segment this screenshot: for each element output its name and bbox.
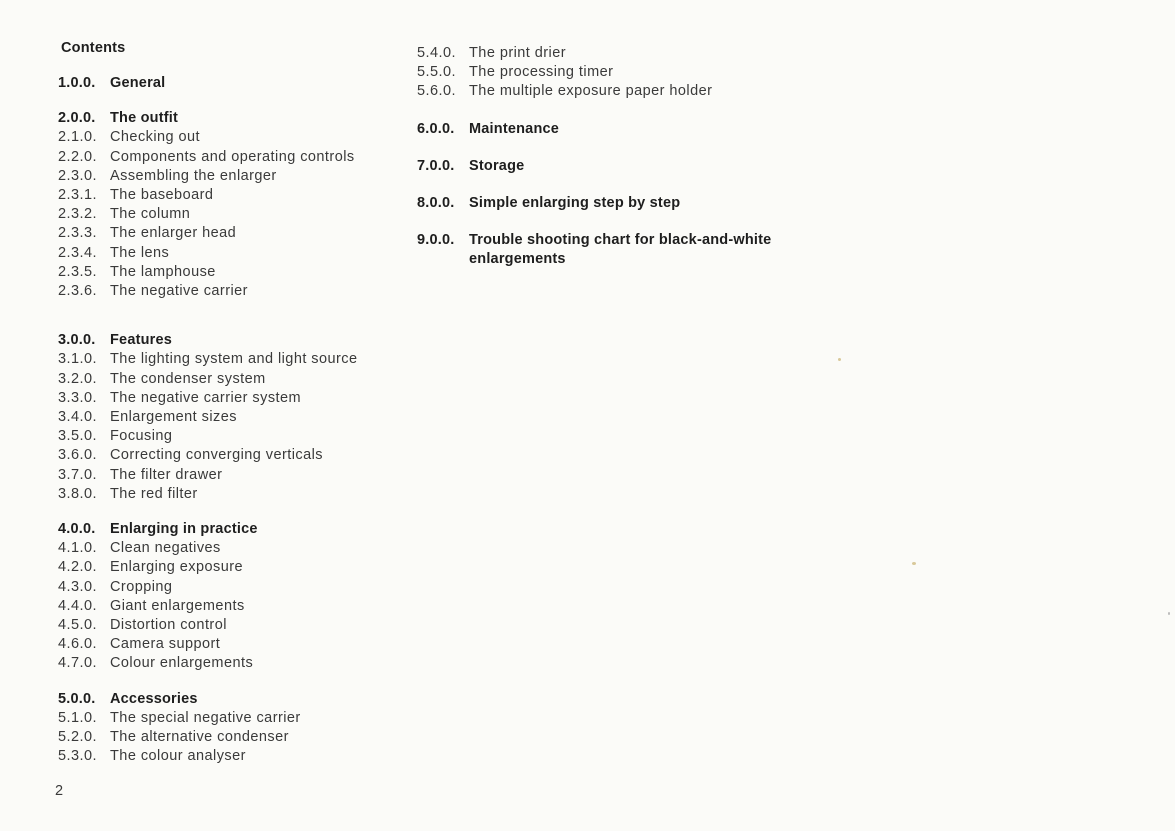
toc-entry-number: 4.1.0.	[58, 540, 97, 557]
toc-entry-title: The negative carrier	[110, 283, 248, 300]
toc-subsection-entry	[417, 44, 777, 63]
toc-section-entry	[58, 690, 418, 709]
toc-entry-title: Accessories	[110, 690, 198, 707]
toc-section-entry	[58, 109, 418, 128]
toc-section-entry	[417, 231, 777, 269]
toc-entry-title: The lens	[110, 244, 170, 261]
page-number: 2	[55, 783, 64, 799]
toc-entry-title: Storage	[469, 157, 525, 174]
toc-subsection-entry	[58, 635, 418, 654]
toc-subsection-entry	[58, 558, 418, 577]
toc-subsection-entry	[58, 370, 418, 389]
toc-entry-title: Features	[110, 332, 173, 349]
toc-entry-title: Enlarging in practice	[110, 521, 258, 538]
toc-entry-title: The outfit	[110, 110, 179, 127]
toc-entry-title: The baseboard	[110, 187, 214, 204]
toc-entry-title: The filter drawer	[110, 466, 223, 483]
toc-entry-number: 3.4.0.	[58, 409, 97, 426]
toc-section-entry	[417, 157, 777, 176]
toc-entry-number: 2.3.6.	[58, 283, 97, 300]
toc-subsection-entry	[58, 205, 418, 224]
toc-entry-title: The column	[110, 206, 191, 223]
toc-entry-title: The red filter	[110, 485, 198, 502]
toc-entry-number: 2.3.4.	[58, 244, 97, 261]
toc-entry-number: 4.5.0.	[58, 617, 97, 634]
toc-subsection-entry	[58, 167, 418, 186]
toc-subsection-entry	[58, 389, 418, 408]
toc-section-entry	[417, 120, 777, 139]
toc-entry-title: Camera support	[110, 636, 221, 653]
toc-entry-number: 5.0.0.	[58, 690, 96, 707]
toc-section-entry	[58, 74, 418, 93]
toc-entry-number: 2.3.5.	[58, 263, 97, 280]
toc-subsection-entry	[58, 263, 418, 282]
toc-entry-title: The negative carrier system	[110, 389, 302, 406]
toc-entry-number: 5.4.0.	[417, 45, 456, 61]
toc-entry-title: The colour analyser	[110, 748, 246, 765]
toc-entry-title: The lighting system and light source	[110, 351, 358, 368]
toc-entry-title: Checking out	[110, 129, 201, 146]
toc-section	[417, 194, 777, 213]
toc-entry-number: 7.0.0.	[417, 157, 455, 174]
toc-entry-number: 4.6.0.	[58, 636, 97, 653]
toc-subsection-entry	[58, 654, 418, 673]
toc-section	[58, 331, 418, 504]
toc-subsection-entry	[58, 244, 418, 263]
toc-entry-number: 5.2.0.	[58, 729, 97, 746]
toc-entry-title: Maintenance	[469, 120, 560, 137]
toc-entry-title: The processing timer	[469, 64, 614, 81]
toc-subsection-entry	[58, 408, 418, 427]
toc-subsection-entry	[58, 616, 418, 635]
toc-entry-number: 4.3.0.	[58, 578, 97, 595]
toc-subsection-entry	[58, 427, 418, 446]
toc-entry-title: Trouble shooting chart for black-and-white enlargements	[469, 232, 772, 268]
toc-entry-number: 1.0.0.	[58, 75, 96, 91]
toc-subsection-entry	[58, 148, 418, 167]
toc-entry-title: Cropping	[110, 578, 173, 595]
toc-subsection-entry	[58, 186, 418, 205]
toc-entry-number: 4.2.0.	[58, 559, 97, 576]
toc-subsection-entry	[58, 485, 418, 504]
toc-entry-number: 4.7.0.	[58, 655, 97, 672]
toc-entry-title: Focusing	[110, 428, 173, 445]
toc-entry-title: Distortion control	[110, 617, 227, 634]
toc-entry-number: 2.3.1.	[58, 187, 97, 204]
toc-entry-number: 5.1.0.	[58, 709, 97, 726]
toc-entry-number: 8.0.0.	[417, 195, 455, 212]
toc-entry-number: 2.3.3.	[58, 225, 97, 242]
toc-entry-number: 3.1.0.	[58, 351, 97, 368]
continued-subsection-list	[417, 44, 777, 102]
toc-entry-number: 2.3.0.	[58, 167, 97, 184]
toc-entry-number: 3.5.0.	[58, 428, 97, 445]
contents-left-column	[58, 40, 418, 783]
toc-entry-title: The special negative carrier	[110, 709, 301, 726]
toc-entry-number: 5.3.0.	[58, 748, 97, 765]
toc-subsection-entry	[58, 539, 418, 558]
toc-entry-title: Giant enlargements	[110, 597, 245, 614]
toc-entry-title: Simple enlarging step by step	[469, 195, 681, 212]
toc-entry-number: 3.0.0.	[58, 332, 96, 349]
toc-section-entry	[58, 520, 418, 539]
paper-speck	[838, 358, 841, 361]
toc-subsection-entry	[58, 597, 418, 616]
toc-section	[417, 157, 777, 176]
toc-subsection-entry	[58, 282, 418, 301]
toc-subsection-entry	[58, 350, 418, 369]
toc-entry-title: Enlarging exposure	[110, 559, 244, 576]
toc-entry-title: The enlarger head	[110, 225, 237, 242]
toc-entry-title: Enlargement sizes	[110, 409, 237, 426]
toc-entry-number: 5.6.0.	[417, 83, 456, 100]
toc-section	[417, 231, 777, 269]
toc-entry-number: 2.3.2.	[58, 206, 97, 223]
toc-entry-title: The alternative condenser	[110, 729, 289, 746]
toc-entry-number: 2.1.0.	[58, 129, 97, 146]
toc-section	[58, 690, 418, 767]
toc-entry-title: Correcting converging verticals	[110, 447, 324, 464]
toc-entry-title: Clean negatives	[110, 540, 221, 557]
paper-speck	[1168, 612, 1170, 615]
toc-entry-number: 3.2.0.	[58, 370, 97, 387]
toc-entry-number: 3.3.0.	[58, 389, 97, 406]
toc-section	[58, 520, 418, 674]
toc-entry-title: The multiple exposure paper holder	[469, 83, 713, 100]
toc-entry-title: The condenser system	[110, 370, 266, 387]
toc-entry-title: The print drier	[469, 45, 567, 61]
toc-entry-number: 3.7.0.	[58, 466, 97, 483]
toc-subsection-entry	[417, 82, 777, 101]
contents-right-column	[417, 44, 777, 288]
toc-subsection-entry	[58, 747, 418, 766]
toc-section	[58, 74, 418, 93]
toc-section-entry	[417, 194, 777, 213]
toc-entry-number: 5.5.0.	[417, 64, 456, 81]
toc-entry-title: Assembling the enlarger	[110, 167, 277, 184]
toc-subsection-entry	[58, 709, 418, 728]
right-sections	[417, 120, 777, 270]
contents-heading: Contents	[61, 40, 126, 56]
toc-entry-number: 3.8.0.	[58, 485, 97, 502]
toc-entry-number: 2.2.0.	[58, 148, 97, 165]
toc-section-entry	[58, 331, 418, 350]
toc-entry-number: 9.0.0.	[417, 232, 455, 249]
paper-speck	[912, 562, 916, 565]
left-sections	[58, 74, 418, 767]
toc-entry-title: The lamphouse	[110, 263, 216, 280]
toc-entry-number: 4.4.0.	[58, 597, 97, 614]
toc-subsection-entry	[58, 128, 418, 147]
toc-subsection-entry	[58, 466, 418, 485]
toc-entry-number: 6.0.0.	[417, 120, 455, 137]
toc-subsection-entry	[58, 578, 418, 597]
toc-entry-number: 4.0.0.	[58, 521, 96, 538]
toc-subsection-entry	[58, 224, 418, 243]
toc-section	[58, 109, 418, 301]
toc-subsection-entry	[58, 728, 418, 747]
toc-section	[417, 120, 777, 139]
toc-entry-number: 2.0.0.	[58, 110, 96, 127]
toc-subsection-entry	[58, 446, 418, 465]
toc-entry-number: 3.6.0.	[58, 447, 97, 464]
toc-subsection-entry	[417, 63, 777, 82]
toc-entry-title: Components and operating controls	[110, 148, 355, 165]
toc-entry-title: General	[110, 75, 166, 91]
toc-entry-title: Colour enlargements	[110, 655, 254, 672]
